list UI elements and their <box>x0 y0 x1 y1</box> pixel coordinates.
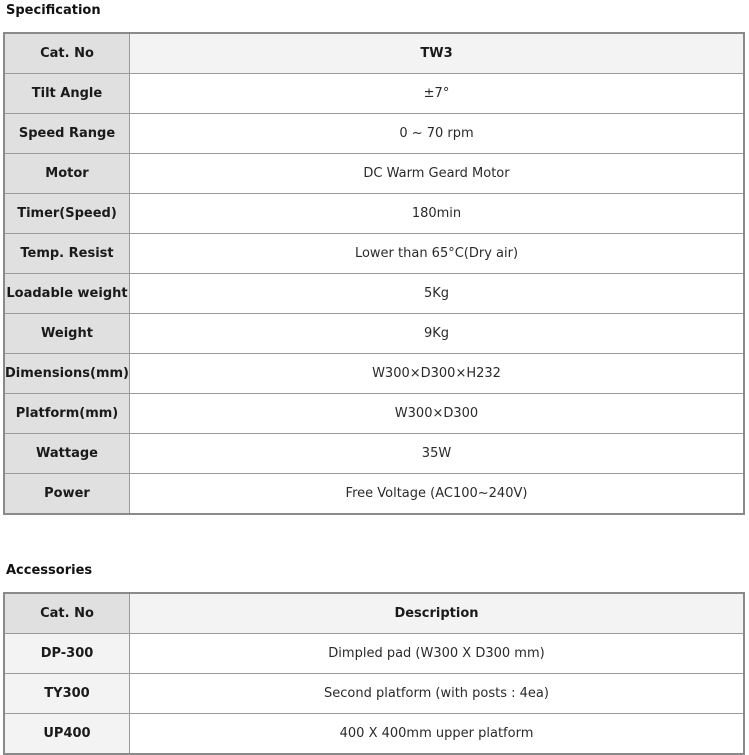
row-value: DC Warm Geard Motor <box>130 154 745 194</box>
row-value: Free Voltage (AC100~240V) <box>130 474 745 515</box>
row-value: 0 ~ 70 rpm <box>130 114 745 154</box>
row-label: Power <box>4 474 130 515</box>
specification-title: Specification <box>6 3 101 18</box>
table-row <box>4 194 744 234</box>
row-value: 5Kg <box>130 274 745 314</box>
header-label: Cat. No <box>4 593 130 634</box>
table-row <box>4 314 744 354</box>
row-value: W300×D300 <box>130 394 745 434</box>
table-row <box>4 714 744 755</box>
accessory-description: 400 X 400mm upper platform <box>130 714 745 755</box>
table-row <box>4 154 744 194</box>
table-row <box>4 274 744 314</box>
header-value: TW3 <box>130 33 745 74</box>
table-row <box>4 474 744 515</box>
table-header-row <box>4 593 744 634</box>
table-header-row <box>4 33 744 74</box>
row-label: Speed Range <box>4 114 130 154</box>
row-value: 35W <box>130 434 745 474</box>
table-row <box>4 394 744 434</box>
row-label: Wattage <box>4 434 130 474</box>
accessory-code: TY300 <box>4 674 130 714</box>
accessory-description: Second platform (with posts : 4ea) <box>130 674 745 714</box>
table-row <box>4 634 744 674</box>
row-value: ±7° <box>130 74 745 114</box>
header-value: Description <box>130 593 745 634</box>
row-value: Lower than 65°C(Dry air) <box>130 234 745 274</box>
accessory-code: DP-300 <box>4 634 130 674</box>
accessory-code: UP400 <box>4 714 130 755</box>
row-label: Motor <box>4 154 130 194</box>
header-label: Cat. No <box>4 33 130 74</box>
row-label: Platform(mm) <box>4 394 130 434</box>
row-label: Tilt Angle <box>4 74 130 114</box>
row-label: Weight <box>4 314 130 354</box>
row-value: 180min <box>130 194 745 234</box>
table-row <box>4 354 744 394</box>
specification-table <box>3 32 745 515</box>
table-row <box>4 674 744 714</box>
table-row <box>4 234 744 274</box>
row-label: Dimensions(mm) <box>4 354 130 394</box>
table-row <box>4 74 744 114</box>
accessory-description: Dimpled pad (W300 X D300 mm) <box>130 634 745 674</box>
row-value: W300×D300×H232 <box>130 354 745 394</box>
row-label: Timer(Speed) <box>4 194 130 234</box>
row-value: 9Kg <box>130 314 745 354</box>
row-label: Loadable weight <box>4 274 130 314</box>
row-label: Temp. Resist <box>4 234 130 274</box>
accessories-title: Accessories <box>6 563 93 578</box>
accessories-table <box>3 592 745 755</box>
table-row <box>4 114 744 154</box>
table-row <box>4 434 744 474</box>
